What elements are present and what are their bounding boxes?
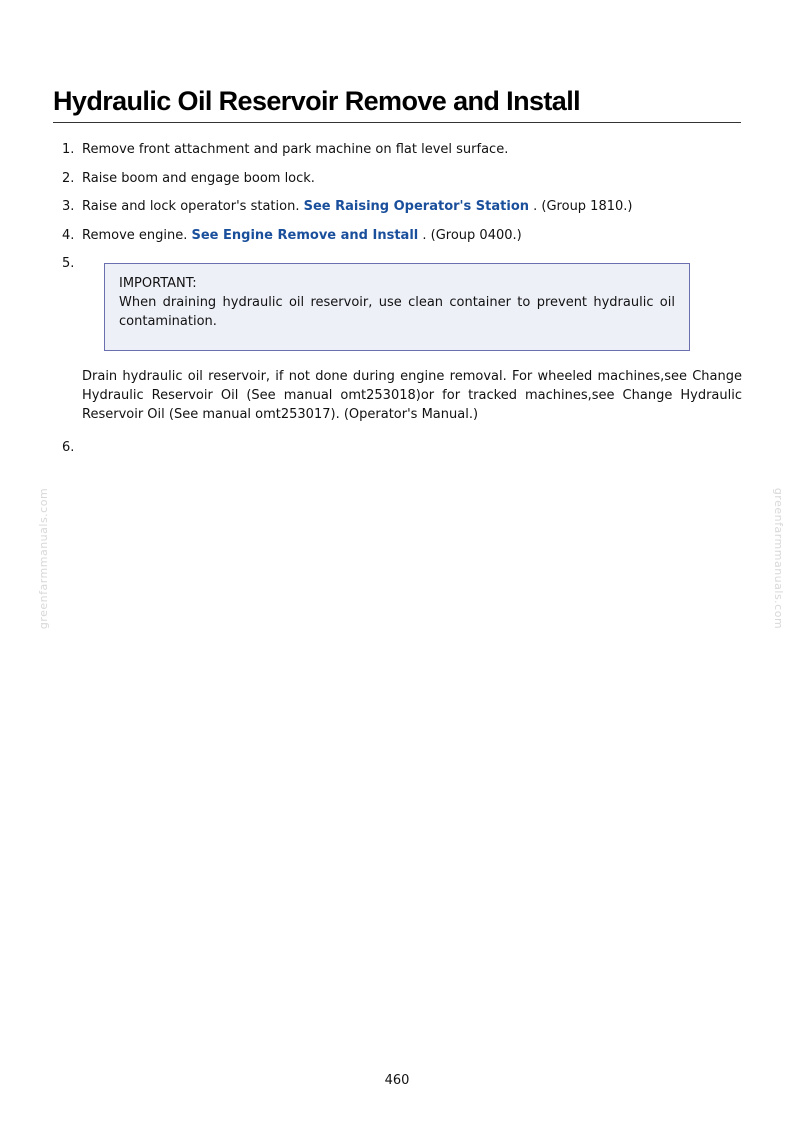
watermark-right: greenfarmmanuals.com: [772, 487, 786, 630]
step-text-suffix: . (Group 0400.): [422, 227, 522, 243]
title-underline: [53, 122, 741, 123]
step-5: [62, 254, 742, 424]
step-4: [62, 226, 742, 245]
step-number: 4.: [62, 227, 75, 243]
step-text-suffix: . (Group 1810.): [533, 199, 633, 214]
watermark-left: greenfarmmanuals.com: [37, 487, 51, 630]
link-engine-remove-install[interactable]: See Engine Remove and Install: [191, 227, 419, 243]
procedure-steps: [62, 140, 742, 455]
step-3: [62, 197, 742, 216]
step-number: 1.: [62, 142, 75, 157]
step-number: 5.: [62, 256, 75, 271]
step-text: Remove engine.: [82, 227, 188, 243]
step-2: [62, 169, 742, 188]
step-text: Remove front attachment and park machine on flat level surface.: [82, 142, 509, 157]
link-raising-operators-station[interactable]: See Raising Operator's Station: [303, 199, 529, 214]
step-1: [62, 140, 742, 159]
page-number: 460: [384, 1073, 410, 1088]
notice-text: When draining hydraulic oil reservoir, use clean container to prevent hydraulic oil contamination.: [119, 295, 675, 329]
step-number: 2.: [62, 170, 75, 186]
step-number: 3.: [62, 199, 75, 214]
important-notice: [104, 263, 690, 351]
page-title: Hydraulic Oil Reservoir Remove and Install: [53, 86, 580, 116]
step-text: Raise and lock operator's station.: [82, 199, 300, 214]
step-text: Raise boom and engage boom lock.: [82, 170, 315, 186]
notice-label: IMPORTANT:: [119, 276, 197, 291]
step-number: 6.: [62, 440, 75, 455]
step-text: Drain hydraulic oil reservoir, if not done during engine removal. For wheeled machines,see Change Hydraulic Reservoir Oil (See manual omt253018)or for tracked machines,see Change Hydraulic Reservoir Oil (See manual omt253017). (Operator's Manual.): [82, 369, 742, 422]
